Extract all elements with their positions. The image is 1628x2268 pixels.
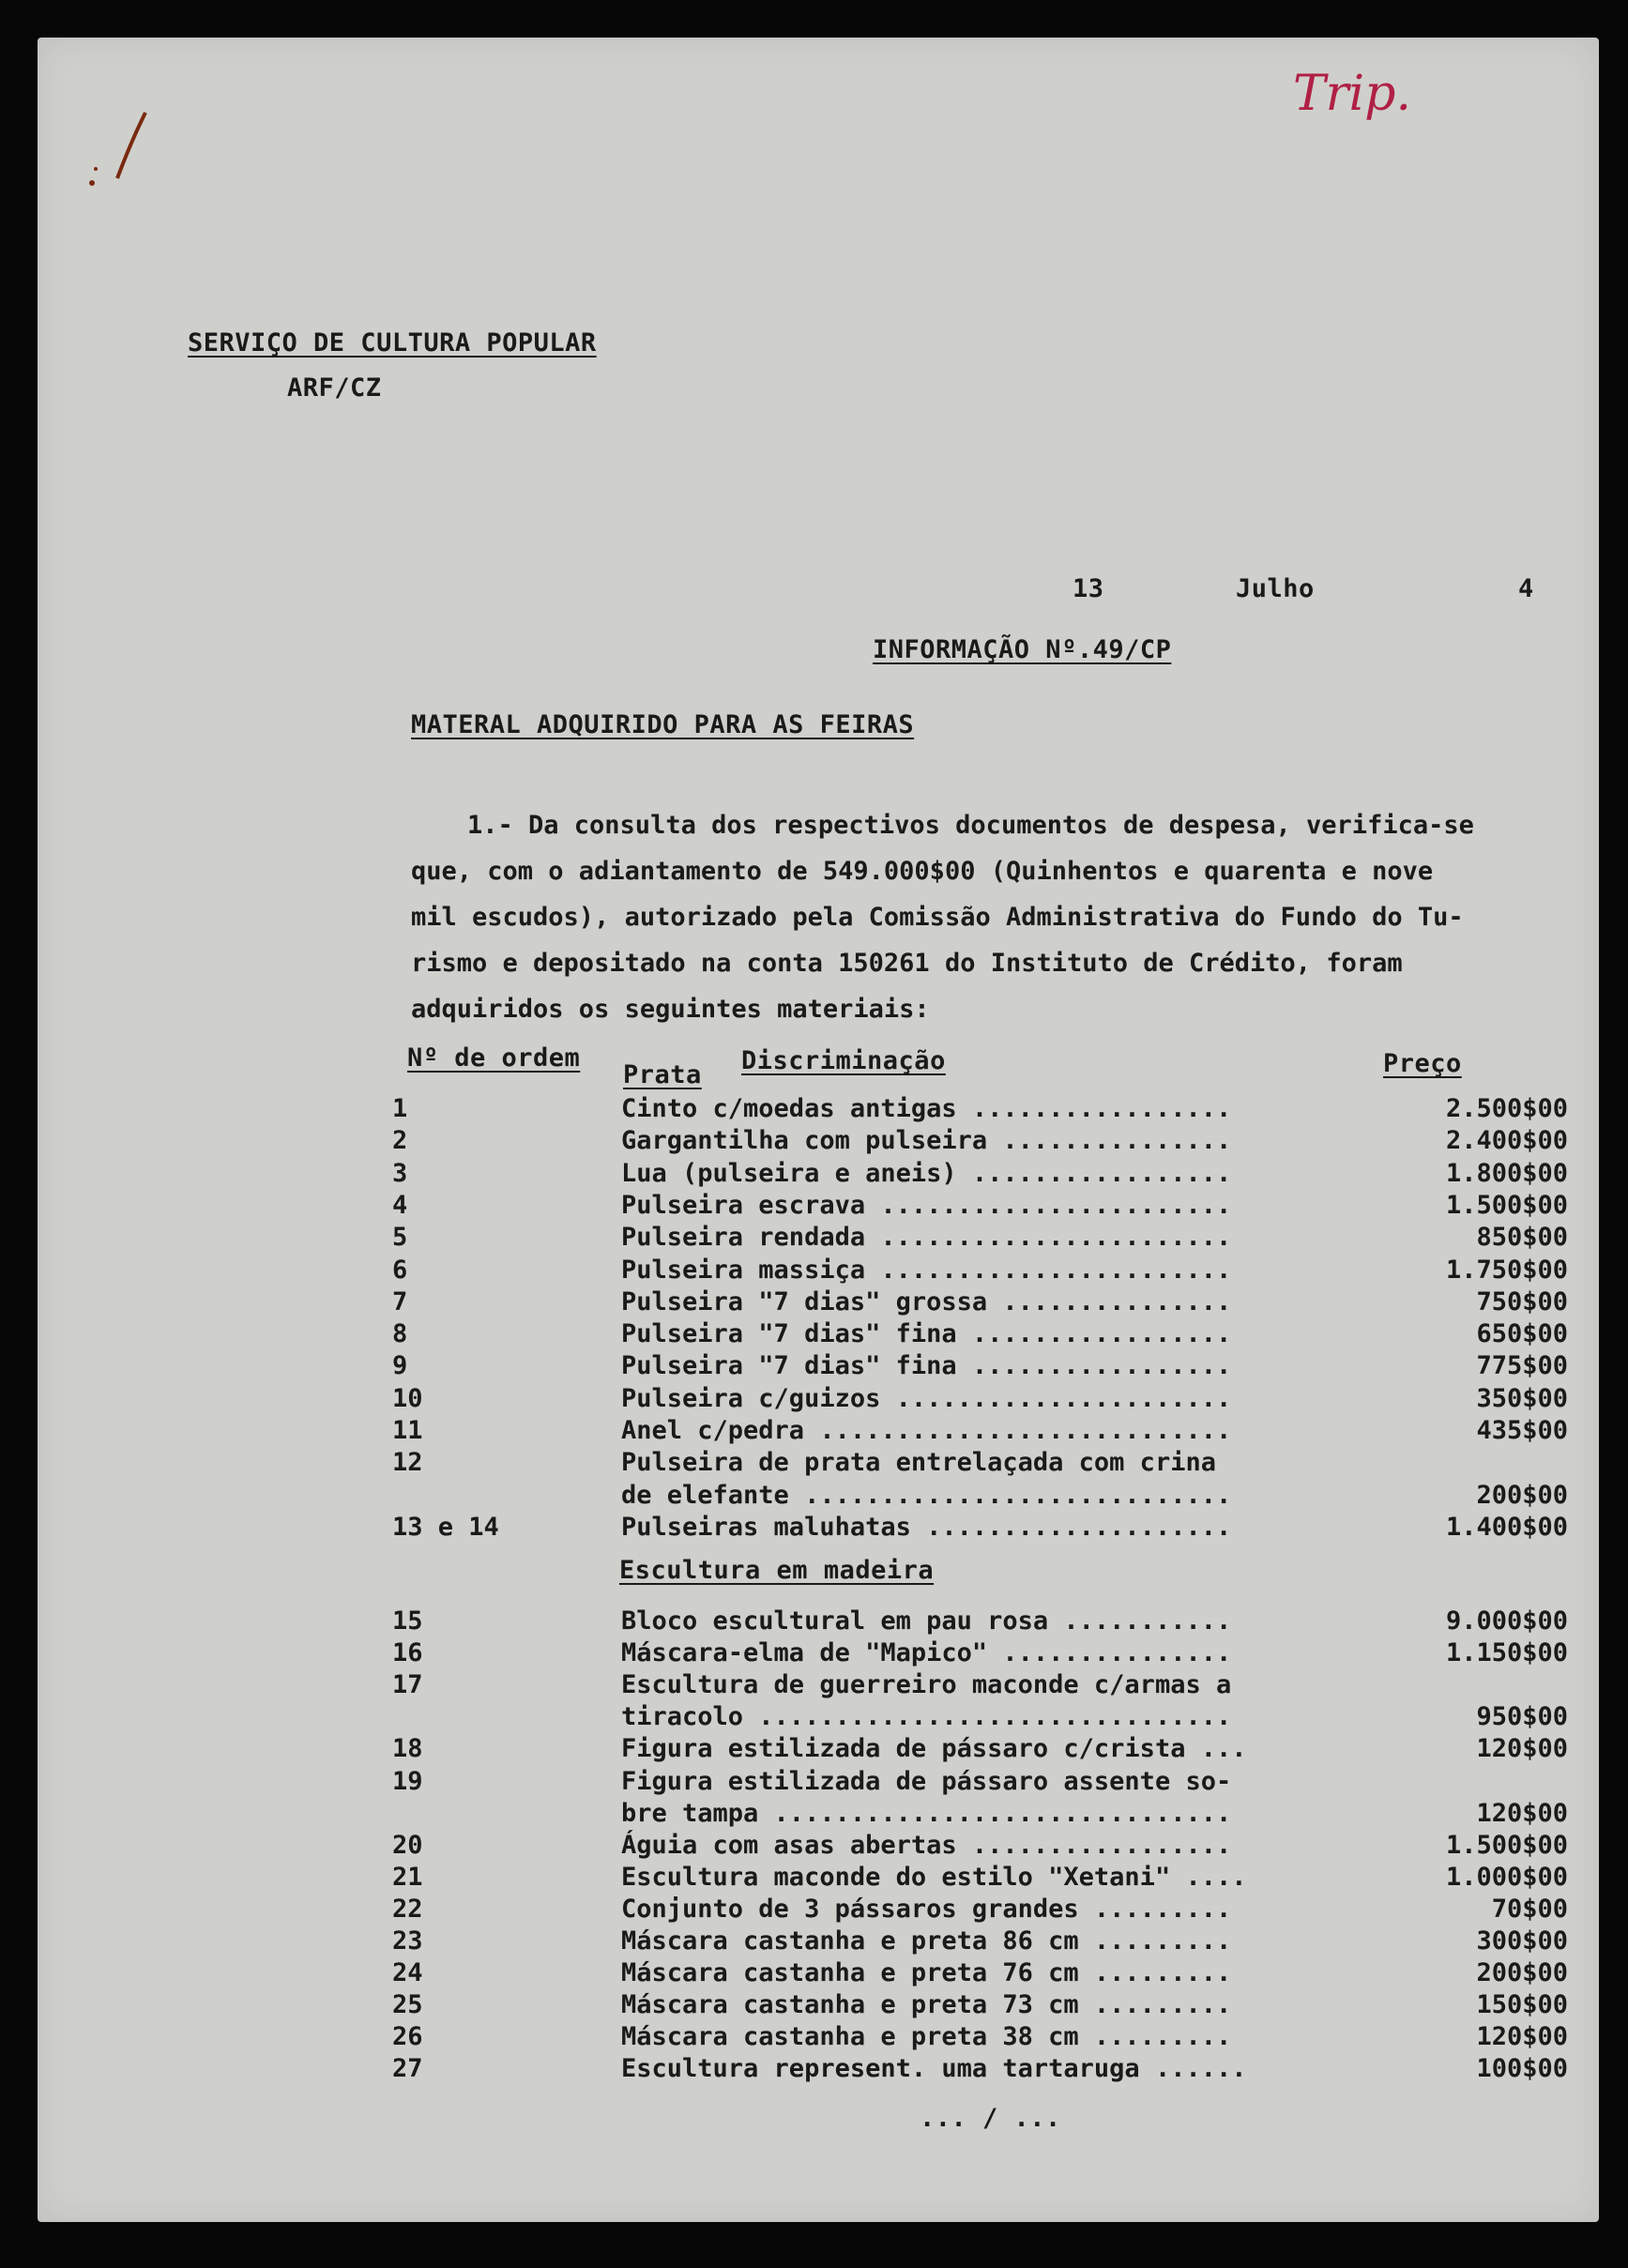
row-description: Escultura maconde do estilo "Xetani" .... — [621, 1862, 1247, 1892]
paragraph-line: 1.- Da consulta dos respectivos documentos de despesa, verifica-se — [467, 811, 1474, 840]
date-day: 13 — [1073, 574, 1104, 603]
handwritten-note: Trip. — [1293, 66, 1411, 122]
row-price: 850$00 — [1476, 1223, 1568, 1253]
table-row — [0, 1670, 1628, 1702]
table-row — [0, 2022, 1628, 2054]
row-price: 1.800$00 — [1445, 1158, 1568, 1188]
row-number: 12 — [392, 1448, 423, 1478]
row-number: 4 — [392, 1190, 408, 1220]
row-price: 200$00 — [1476, 1958, 1568, 1988]
row-number: 3 — [392, 1158, 408, 1188]
date-month: Julho — [1236, 574, 1315, 603]
row-description: Figura estilizada de pássaro c/crista ... — [621, 1734, 1247, 1764]
row-description: Lua (pulseira e aneis) ................. — [621, 1158, 1232, 1188]
row-description: Pulseira escrava ....................... — [621, 1190, 1232, 1220]
table-row — [0, 1094, 1628, 1126]
row-description: bre tampa .............................. — [621, 1798, 1232, 1828]
row-description: Pulseira c/guizos ...................... — [621, 1383, 1232, 1413]
row-number: 6 — [392, 1255, 408, 1285]
row-number: 20 — [392, 1830, 423, 1860]
table-row — [0, 2054, 1628, 2086]
row-number: 2 — [392, 1126, 408, 1156]
row-price: 300$00 — [1476, 1926, 1568, 1956]
row-price: 120$00 — [1476, 1734, 1568, 1764]
row-description: de elefante ............................ — [621, 1480, 1232, 1510]
row-price: 1.400$00 — [1445, 1512, 1568, 1542]
row-price: 1.000$00 — [1445, 1862, 1568, 1892]
table-row — [0, 1256, 1628, 1287]
service-heading: SERVIÇO DE CULTURA POPULAR — [188, 328, 597, 358]
continuation-marker: ... / ... — [920, 2104, 1061, 2133]
row-description: Escultura represent. uma tartaruga ...... — [621, 2054, 1247, 2084]
row-price: 750$00 — [1476, 1286, 1568, 1317]
intro-paragraph — [411, 802, 1537, 1032]
row-price: 2.400$00 — [1445, 1126, 1568, 1156]
row-number: 21 — [392, 1862, 423, 1892]
row-price: 1.500$00 — [1445, 1190, 1568, 1220]
row-description: Pulseira "7 dias" fina ................. — [621, 1351, 1232, 1381]
row-number: 24 — [392, 1958, 423, 1988]
row-price: 1.500$00 — [1445, 1830, 1568, 1860]
row-number: 19 — [392, 1766, 423, 1796]
table-row — [0, 1448, 1628, 1480]
table-row — [0, 1606, 1628, 1638]
table-row — [0, 1958, 1628, 1990]
table-row — [0, 1223, 1628, 1255]
table-row — [0, 1926, 1628, 1958]
row-description: Máscara castanha e preta 76 cm ......... — [621, 1958, 1232, 1988]
row-description: Figura estilizada de pássaro assente so- — [621, 1766, 1232, 1796]
row-description: Pulseira "7 dias" grossa ............... — [621, 1286, 1232, 1317]
row-description: Cinto c/moedas antigas ................. — [621, 1094, 1232, 1123]
table-row — [0, 1126, 1628, 1158]
handwritten-mark — [75, 75, 150, 197]
row-price: 70$00 — [1491, 1894, 1568, 1924]
row-description: Anel c/pedra ........................... — [621, 1416, 1232, 1445]
row-price: 435$00 — [1476, 1416, 1568, 1445]
table-row — [0, 1702, 1628, 1734]
table-row — [0, 1895, 1628, 1926]
table-row — [0, 1319, 1628, 1351]
row-price: 650$00 — [1476, 1319, 1568, 1349]
row-description: Máscara castanha e preta 38 cm ......... — [621, 2022, 1232, 2052]
paragraph-line: que, com o adiantamento de 549.000$00 (Quinhentos e quarenta e nove — [411, 857, 1434, 886]
column-header-price: Preço — [1383, 1049, 1462, 1078]
paragraph-line: rismo e depositado na conta 150261 do Instituto de Crédito, foram — [411, 949, 1403, 978]
table-row — [0, 1191, 1628, 1223]
row-description: tiracolo ............................... — [621, 1702, 1232, 1732]
row-price: 200$00 — [1476, 1480, 1568, 1510]
row-description: Máscara castanha e preta 73 cm ......... — [621, 1990, 1232, 2020]
row-price: 1.150$00 — [1445, 1638, 1568, 1668]
table-row — [0, 1416, 1628, 1448]
row-number: 26 — [392, 2022, 423, 2052]
row-number: 13 e 14 — [392, 1512, 499, 1542]
date-year: 4 — [1518, 574, 1534, 603]
row-description: Máscara castanha e preta 86 cm ......... — [621, 1926, 1232, 1956]
row-number: 16 — [392, 1638, 423, 1668]
table-row — [0, 1734, 1628, 1766]
paragraph-line: adquiridos os seguintes materiais: — [411, 995, 930, 1024]
row-description: Máscara-elma de "Mapico" ............... — [621, 1638, 1232, 1668]
table-row — [0, 1831, 1628, 1863]
table-row — [0, 1159, 1628, 1191]
table-row — [0, 1638, 1628, 1670]
row-price: 9.000$00 — [1445, 1606, 1568, 1636]
row-price: 100$00 — [1476, 2054, 1568, 2084]
table-row — [0, 1513, 1628, 1545]
row-number: 22 — [392, 1894, 423, 1924]
row-description: Escultura de guerreiro maconde c/armas a — [621, 1670, 1232, 1700]
column-header-order: Nº de ordem — [407, 1043, 581, 1073]
row-number: 10 — [392, 1383, 423, 1413]
row-number: 9 — [392, 1351, 408, 1381]
row-number: 18 — [392, 1734, 423, 1764]
table-row — [0, 1481, 1628, 1513]
row-description: Pulseira de prata entrelaçada com crina — [621, 1448, 1216, 1478]
row-number: 1 — [392, 1094, 408, 1123]
row-number: 17 — [392, 1670, 423, 1700]
row-price: 350$00 — [1476, 1383, 1568, 1413]
section-prata: Prata — [623, 1060, 702, 1089]
table-row — [0, 1767, 1628, 1799]
reference-code: ARF/CZ — [287, 373, 382, 403]
section-escultura: Escultura em madeira — [619, 1556, 935, 1585]
row-description: Gargantilha com pulseira ............... — [621, 1126, 1232, 1156]
row-price: 2.500$00 — [1445, 1094, 1568, 1123]
column-header-description: Discriminação — [741, 1046, 946, 1075]
row-description: Pulseira rendada ....................... — [621, 1223, 1232, 1253]
row-price: 775$00 — [1476, 1351, 1568, 1381]
table-row — [0, 1351, 1628, 1383]
row-number: 7 — [392, 1286, 408, 1317]
row-number: 23 — [392, 1926, 423, 1956]
row-description: Bloco escultural em pau rosa ........... — [621, 1606, 1232, 1636]
row-number: 8 — [392, 1319, 408, 1349]
row-number: 5 — [392, 1223, 408, 1253]
table-row — [0, 1287, 1628, 1319]
row-number: 25 — [392, 1990, 423, 2020]
table-row — [0, 1863, 1628, 1895]
subject-heading: MATERAL ADQUIRIDO PARA AS FEIRAS — [411, 710, 915, 739]
row-description: Pulseira massiça ....................... — [621, 1255, 1232, 1285]
row-description: Águia com asas abertas ................. — [621, 1830, 1232, 1860]
row-number: 11 — [392, 1416, 423, 1445]
row-price: 120$00 — [1476, 2022, 1568, 2052]
row-number: 15 — [392, 1606, 423, 1636]
row-description: Conjunto de 3 pássaros grandes ......... — [621, 1894, 1232, 1924]
paragraph-line: mil escudos), autorizado pela Comissão Administrativa do Fundo do Tu- — [411, 903, 1464, 932]
row-price: 150$00 — [1476, 1990, 1568, 2020]
row-description: Pulseiras maluhatas .................... — [621, 1512, 1232, 1542]
row-price: 1.750$00 — [1445, 1255, 1568, 1285]
table-row — [0, 1384, 1628, 1416]
table-row — [0, 1990, 1628, 2022]
row-price: 120$00 — [1476, 1798, 1568, 1828]
table-row — [0, 1799, 1628, 1831]
row-price: 950$00 — [1476, 1702, 1568, 1732]
row-number: 27 — [392, 2054, 423, 2084]
info-title: INFORMAÇÃO Nº.49/CP — [873, 635, 1172, 664]
row-description: Pulseira "7 dias" fina ................. — [621, 1319, 1232, 1349]
